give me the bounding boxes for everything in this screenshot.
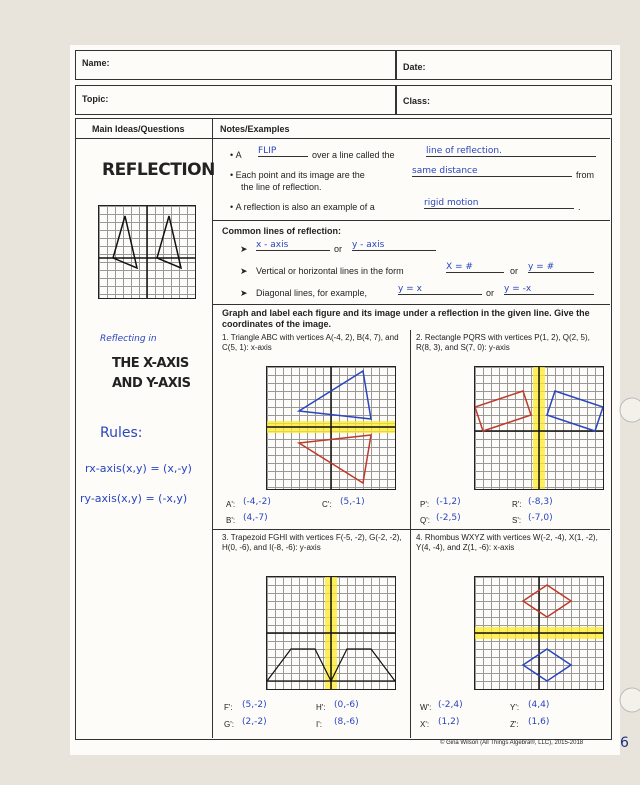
column-divider bbox=[212, 118, 213, 738]
bullet-3-post: . bbox=[578, 202, 581, 212]
ans-s: (-7,0) bbox=[528, 513, 553, 523]
ans-h: (0,-6) bbox=[334, 700, 359, 710]
ans-i-label: I': bbox=[316, 720, 322, 729]
subtitle-x-axis: THE X-AXIS bbox=[112, 356, 189, 371]
or-1: or bbox=[334, 244, 343, 254]
bullet-1-dot: • bbox=[230, 150, 236, 160]
ans-x: (1,2) bbox=[438, 717, 460, 727]
subtitle-y-axis: AND Y-AXIS bbox=[112, 376, 191, 391]
rules-label: Rules: bbox=[100, 425, 143, 441]
bullet-2-post: from bbox=[576, 170, 594, 180]
problem-1-figure bbox=[267, 367, 395, 489]
reflecting-in-note: Reflecting in bbox=[100, 334, 157, 344]
binder-hole-bottom bbox=[616, 670, 640, 730]
blank-y-eq-neg-x: y = -x bbox=[504, 284, 594, 295]
header-divider bbox=[75, 138, 610, 139]
bullet-2-line2: the line of reflection. bbox=[241, 182, 322, 192]
blank-line-of-reflection: line of reflection. bbox=[426, 146, 596, 157]
ans-g-label: G': bbox=[224, 720, 234, 729]
problem-3-figure bbox=[267, 577, 395, 689]
arrow-2: ➤ bbox=[240, 266, 248, 276]
topic-field-box[interactable] bbox=[75, 85, 397, 115]
blank-y-eq-x: y = x bbox=[398, 284, 482, 295]
ans-a-label: A': bbox=[226, 500, 236, 509]
blank-rigid-motion: rigid motion bbox=[424, 198, 574, 209]
diagonal-text: Diagonal lines, for example, bbox=[256, 288, 368, 298]
name-label: Name: bbox=[82, 58, 110, 68]
ans-z-label: Z': bbox=[510, 720, 519, 729]
intro-graph-figure bbox=[99, 206, 195, 298]
class-label: Class: bbox=[403, 96, 431, 106]
ans-s-label: S': bbox=[512, 516, 522, 525]
problem-2-figure bbox=[475, 367, 603, 489]
problem-divider-horizontal bbox=[212, 529, 610, 530]
ans-f: (5,-2) bbox=[242, 700, 267, 710]
topic-label: Topic: bbox=[82, 94, 109, 104]
copyright-footer: © Gina Wilson (All Things Algebra®, LLC), 2015-2018 bbox=[440, 740, 584, 746]
ans-w-label: W': bbox=[420, 703, 432, 712]
bullet-2-dot: • bbox=[230, 170, 236, 180]
bullet-1-mid: over a line called the bbox=[312, 150, 395, 160]
ans-f-label: F': bbox=[224, 703, 233, 712]
ans-h-label: H': bbox=[316, 703, 326, 712]
bullet-1 bbox=[230, 150, 242, 160]
ans-b-label: B': bbox=[226, 516, 236, 525]
bullet-3 bbox=[230, 202, 375, 212]
bullet-3-dot: • bbox=[230, 202, 236, 212]
ans-y-label: Y': bbox=[510, 703, 520, 712]
divider-common-lines bbox=[212, 220, 610, 221]
ans-g: (2,-2) bbox=[242, 717, 267, 727]
or-3: or bbox=[486, 288, 495, 298]
common-lines-title: Common lines of reflection: bbox=[222, 226, 342, 236]
ans-x-label: X': bbox=[420, 720, 430, 729]
ans-z: (1,6) bbox=[528, 717, 550, 727]
date-label: Date: bbox=[403, 62, 426, 72]
problem-4-figure bbox=[475, 577, 603, 689]
main-ideas-header: Main Ideas/Questions bbox=[92, 124, 185, 134]
ans-w: (-2,4) bbox=[438, 700, 463, 710]
problem-2-graph bbox=[474, 366, 604, 490]
arrow-1: ➤ bbox=[240, 244, 248, 254]
bullet-2-pre: Each point and its image are the bbox=[235, 170, 365, 180]
intro-graph bbox=[98, 205, 196, 299]
ans-c-label: C': bbox=[322, 500, 332, 509]
ans-a: (-4,-2) bbox=[243, 497, 271, 507]
problem-2-text: 2. Rectangle PQRS with vertices P(1, 2), Q(2, 5), R(8, 3), and S(7, 0): y-axis bbox=[416, 333, 590, 352]
ans-q-label: Q': bbox=[420, 516, 430, 525]
arrow-3: ➤ bbox=[240, 288, 248, 298]
problem-divider-vertical bbox=[410, 330, 411, 738]
blank-y-axis: y - axis bbox=[352, 240, 436, 251]
instructions: Graph and label each figure and its image under a reflection in the given line. Give the coordinates of the image. bbox=[222, 308, 590, 329]
problem-4-text: 4. Rhombus WXYZ with vertices W(-2, -4), X(1, -2), Y(4, -4), and Z(1, -6): x-axis bbox=[416, 533, 598, 552]
ans-b: (4,-7) bbox=[243, 513, 268, 523]
problem-3-graph bbox=[266, 576, 396, 690]
date-field-box[interactable] bbox=[395, 50, 612, 80]
bullet-3-pre: A reflection is also an example of a bbox=[235, 202, 375, 212]
blank-x-eq: X = # bbox=[446, 262, 504, 273]
ans-i: (8,-6) bbox=[334, 717, 359, 727]
ans-c: (5,-1) bbox=[340, 497, 365, 507]
problem-3-text: 3. Trapezoid FGHI with vertices F(-5, -2), G(-2, -2), H(0, -6), and I(-8, -6): y-axis bbox=[222, 533, 402, 552]
binder-hole-top bbox=[616, 380, 640, 440]
name-field-box[interactable] bbox=[75, 50, 397, 80]
problem-4-graph bbox=[474, 576, 604, 690]
reflection-title: REFLECTION bbox=[102, 160, 215, 180]
divider-instructions bbox=[212, 304, 610, 305]
ans-r-label: R': bbox=[512, 500, 522, 509]
vertical-horizontal-text: Vertical or horizontal lines in the form bbox=[256, 266, 404, 276]
bullet-1-pre: A bbox=[235, 150, 242, 160]
rule-x-axis: rx-axis(x,y) = (x,-y) bbox=[85, 462, 192, 475]
blank-same-distance: same distance bbox=[412, 166, 572, 177]
blank-x-axis: x - axis bbox=[256, 240, 330, 251]
ans-p: (-1,2) bbox=[436, 497, 461, 507]
bullet-2 bbox=[230, 170, 365, 180]
notes-examples-header: Notes/Examples bbox=[220, 124, 290, 134]
ans-q: (-2,5) bbox=[436, 513, 461, 523]
rule-y-axis: ry-axis(x,y) = (-x,y) bbox=[80, 492, 188, 505]
ans-r: (-8,3) bbox=[528, 497, 553, 507]
ans-y: (4,4) bbox=[528, 700, 550, 710]
page-mark: 6 bbox=[620, 735, 629, 751]
problem-1-graph bbox=[266, 366, 396, 490]
or-2: or bbox=[510, 266, 519, 276]
blank-y-eq: y = # bbox=[528, 262, 594, 273]
problem-1-text: 1. Triangle ABC with vertices A(-4, 2), B(4, 7), and C(5, 1): x-axis bbox=[222, 333, 399, 352]
blank-flip: FLIP bbox=[258, 146, 308, 157]
ans-p-label: P': bbox=[420, 500, 430, 509]
